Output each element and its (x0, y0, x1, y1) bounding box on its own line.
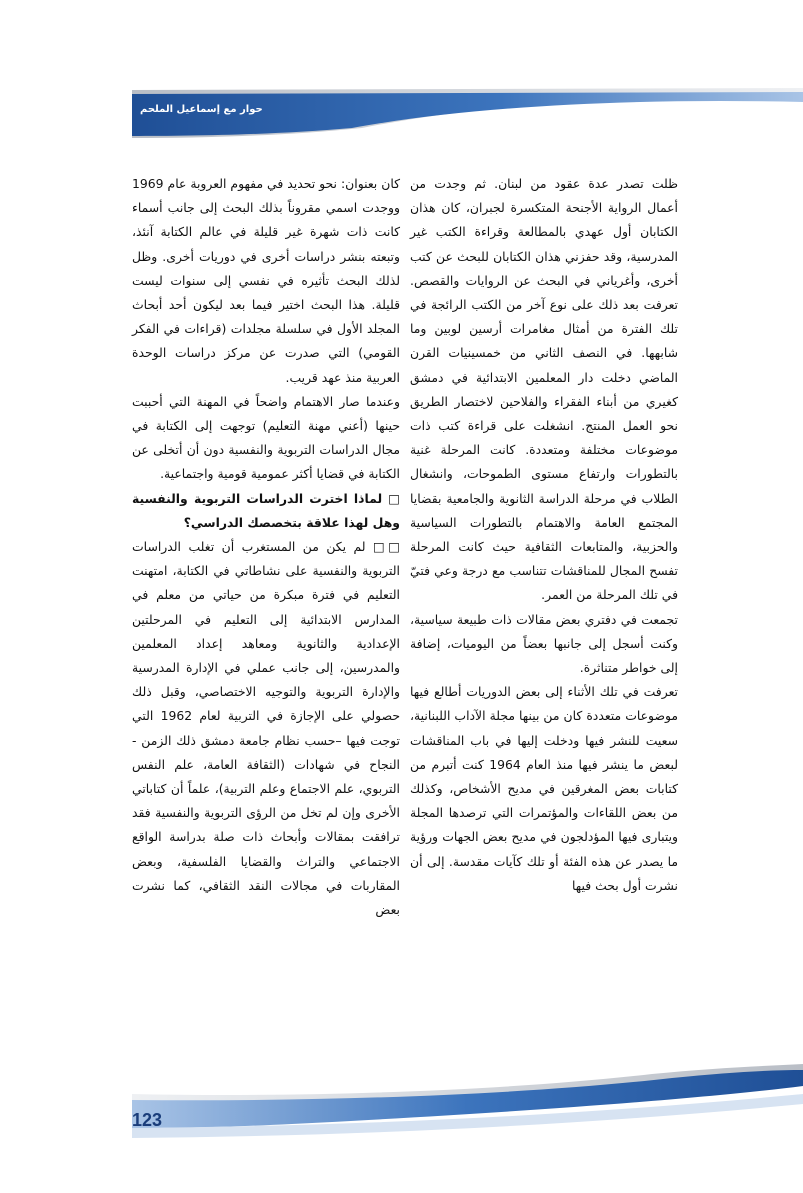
body-paragraph: تعرفت في تلك الأثناء إلى بعض الدوريات أطالع فيها موضوعات متعددة كان من بينها مجلة الآداب اللبنانية، سعيت للنشر فيها ودخلت إليها في باب المناقشات لبعض ما ينشر فيها منذ العام 1964 كنت أتبرم من كتابات بعض المغرقين في مديح الأشخاص، وكذلك من بعض اللقاءات والمؤتمرات التي ترصدها المجلة ويتبارى فيها المؤدلجون في مديح بعض الجهات ورؤية ما يصدر عن هذه الفئة أو تلك كآيات مقدسة. إلى أن نشرت أول بحث فيها (410, 684, 679, 893)
header-band (132, 88, 803, 142)
left-column (132, 172, 400, 922)
header-title: حوار مع إسماعيل الملحم (140, 104, 263, 115)
footer-band (132, 1064, 803, 1144)
page-number: 123 (132, 1110, 163, 1130)
body-paragraph: وعندما صار الاهتمام واضحاً في المهنة التي أحببت حينها (أعني مهنة التعليم) توجهت إلى الكتابة في مجال الدراسات التربوية والنفسية دون أن أتخلى عن الكتابة في قضايا أكثر عمومية قومية واجتماعية. (132, 393, 400, 482)
footer-swoosh-graphic (132, 1064, 803, 1144)
interview-answer: □□ لم يكن من المستغرب أن تغلب الدراسات التربوية والنفسية على نشاطاتي في الكتابة، امتهنت التعليم في فترة مبكرة من حياتي من معلم في المدارس الابتدائية إلى التعليم في المرحلتين الإعدادية والثانوية ومعاهد إعداد المعلمين والمدرسين، إلى جانب عملي في الإدارة المدرسية والإدارة التربوية والتوجيه الاختصاصي، وقبل ذلك حصولي على الإجازة في التربية لعام 1962 التي توجت فيها –حسب نظام جامعة دمشق ذلك الزمن - النجاح في شهادات (الثقافة العامة، علم النفس التربوي، علم الاجتماع وعلم التربية)، علماً أن كتاباتي الأخرى وإن لم تخل من الرؤى التربوية والنفسية فقد ترافقت بمقالات وأبحاث ذات صلة بدراسة الواقع الاجتماعي والتراث والقضايا الفلسفية، وبعض المقاربات في مجالات النقد الثقافي، كما نشرت بعض (132, 539, 400, 918)
interview-question: □ لماذا اخترت الدراسات التربوية والنفسية وهل لهذا علاقة بتخصصك الدراسي؟ (132, 490, 400, 530)
body-paragraph: كان بعنوان: نحو تحديد في مفهوم العروبة عام 1969 ووجدت اسمي مقروناً بذلك البحث إلى جانب أسماء كانت ذات شهرة غير قليلة في عالم الكتابة آنئذ، وتبعته بنشر دراسات أخرى في دوريات أخرى. وظل لذلك البحث تأثيره في نفسي إلى سنوات ليست قليلة. هذا البحث اختير فيما بعد ليكون أحد أبحاث المجلد الأول في سلسلة مجلدات (قراءات في الفكر القومي) التي صدرت عن مركز دراسات الوحدة العربية منذ عهد قريب. (132, 176, 400, 385)
right-column (410, 172, 678, 898)
header-swoosh-graphic (132, 88, 803, 142)
body-paragraph: تجمعت في دفتري بعض مقالات ذات طبيعة سياسية، وكنت أسجل إلى جانبها بعضاً من اليوميات، إضافة إلى خواطر متناثرة. (410, 611, 678, 676)
body-paragraph: ظلت تصدر عدة عقود من لبنان. ثم وجدت من أعمال الرواية الأجنحة المتكسرة لجبران، كان هذان الكتابان أول عهدي بالمطالعة وقراءة الكتب غير المدرسية، وقد حفزني هذان الكتابان للبحث عن كتب أخرى، وأغرياني في البحث عن الروايات والقصص. تعرفت بعد ذلك على نوع آخر من الكتب الرائجة في تلك الفترة من أمثال مغامرات أرسين لوبين وما شابهها. في النصف الثاني من خمسينيات القرن الماضي دخلت دار المعلمين الابتدائية في دمشق كغيري من أبناء الفقراء والفلاحين لاختصار الطريق نحو العمل المنتج. انشغلت على قراءة كتب ذات موضوعات مختلفة ومتعددة. كانت المرحلة غنية بالتطورات وارتفاع مستوى الطموحات، وانشغال الطلاب في مرحلة الدراسة الثانوية والجامعية بقضايا المجتمع العامة والاهتمام بالتطورات السياسية والحزبية، والمتابعات الثقافية حيث كانت المرحلة تفسح المجال للمناقشات تتناسب مع درجة وعي فتيّ في تلك المرحلة من العمر. (410, 176, 678, 603)
